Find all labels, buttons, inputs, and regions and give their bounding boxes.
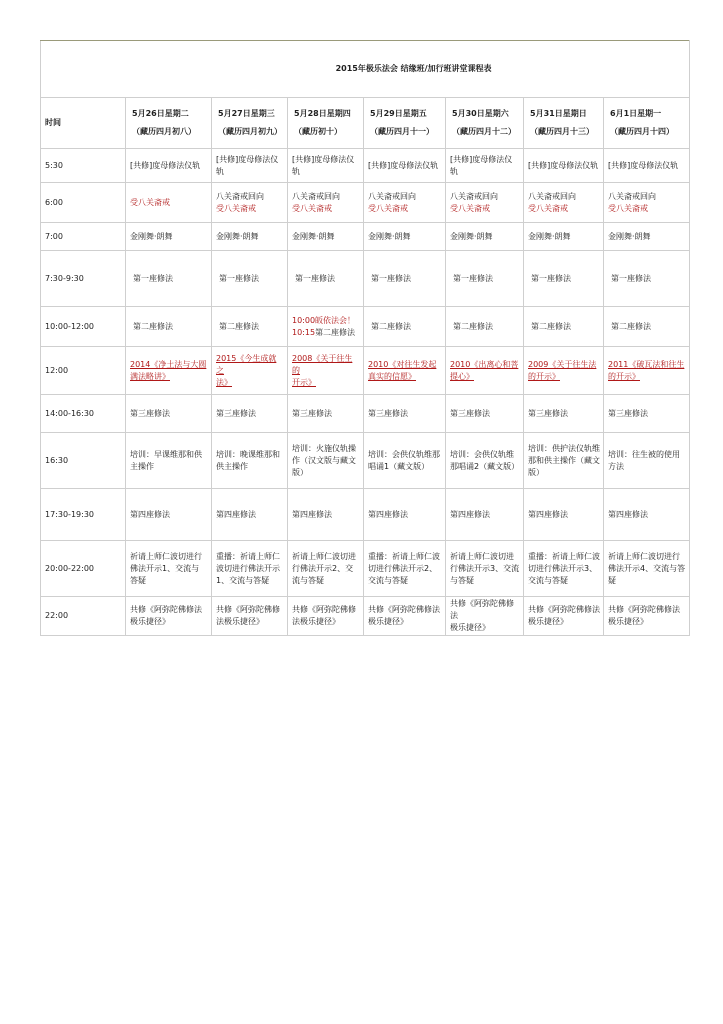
header-row bbox=[41, 98, 690, 149]
day-header bbox=[604, 98, 690, 149]
schedule-cell bbox=[364, 251, 446, 307]
cell-line: 第一座修法 bbox=[219, 273, 259, 283]
schedule-cell bbox=[524, 489, 604, 541]
cell-line: 第一座修法 bbox=[371, 273, 411, 283]
lecture-link[interactable]: 开示》 bbox=[292, 377, 316, 387]
schedule-cell bbox=[524, 541, 604, 597]
day-lunar: （藏历四月十四） bbox=[610, 127, 674, 136]
cell-line: 供主操作 bbox=[216, 461, 248, 471]
cell-line: 共修《阿弥陀佛修 bbox=[292, 605, 356, 614]
schedule-cell bbox=[288, 433, 364, 489]
schedule-cell bbox=[212, 251, 288, 307]
schedule-row bbox=[41, 395, 690, 433]
day-date: 5月26日星期二 bbox=[132, 109, 189, 118]
cell-line: 第四座修法 bbox=[608, 509, 648, 519]
cell-line: [共修]度母修法仪 bbox=[292, 154, 355, 164]
cell-line: 作（汉文版与藏文 bbox=[292, 455, 356, 465]
lecture-link[interactable]: 满法略讲》 bbox=[130, 371, 170, 381]
cell-line: 1、交流与答疑 bbox=[216, 575, 270, 585]
cell-line: 金刚舞·朗舞 bbox=[292, 231, 335, 241]
schedule-cell bbox=[604, 307, 690, 347]
cell-line: 第二座修法 bbox=[219, 321, 259, 331]
schedule-cell bbox=[126, 597, 212, 636]
cell-line: 金刚舞·朗舞 bbox=[216, 231, 259, 241]
time-slot: 20:00-22:00 bbox=[41, 541, 126, 597]
cell-line: 极乐捷径》 bbox=[368, 617, 408, 626]
cell-line: 方法 bbox=[608, 461, 624, 471]
schedule-cell bbox=[288, 223, 364, 251]
schedule-cell bbox=[364, 183, 446, 223]
cell-line: 第四座修法 bbox=[292, 509, 332, 519]
cell-line: 培训：会供仪轨维那 bbox=[368, 449, 440, 459]
schedule-cell bbox=[446, 433, 524, 489]
cell-line: 金刚舞·朗舞 bbox=[608, 231, 651, 241]
schedule-cell bbox=[288, 149, 364, 183]
cell-line: 极乐捷径》 bbox=[608, 617, 648, 626]
cell-line: 八关斋戒回向 bbox=[528, 191, 576, 201]
schedule-cell bbox=[126, 489, 212, 541]
schedule-cell bbox=[364, 489, 446, 541]
cell-line: 波切进行佛法开示 bbox=[216, 563, 280, 573]
schedule-cell bbox=[524, 149, 604, 183]
cell-line: 培训：火施仪轨操 bbox=[292, 443, 356, 453]
cell-line: 第三座修法 bbox=[608, 408, 648, 418]
cell-line: 版） bbox=[292, 467, 308, 477]
time-slot: 14:00-16:30 bbox=[41, 395, 126, 433]
schedule-row bbox=[41, 489, 690, 541]
schedule-cell bbox=[364, 395, 446, 433]
schedule-cell bbox=[446, 223, 524, 251]
cell-line: 第四座修法 bbox=[450, 509, 490, 519]
schedule-cell bbox=[126, 183, 212, 223]
cell-line: 第三座修法 bbox=[450, 408, 490, 418]
schedule-cell bbox=[212, 307, 288, 347]
schedule-row bbox=[41, 347, 690, 395]
cell-line: 八关斋戒回向 bbox=[216, 191, 264, 201]
cell-line: 共修《阿弥陀佛修法 bbox=[368, 605, 440, 614]
day-header bbox=[126, 98, 212, 149]
cell-line: 版） bbox=[528, 467, 544, 477]
cell-line: 重播：祈请上师仁波 bbox=[528, 551, 600, 561]
day-header bbox=[364, 98, 446, 149]
cell-line: 10:00皈依法会！ bbox=[292, 315, 356, 325]
schedule-cell bbox=[288, 541, 364, 597]
schedule-row bbox=[41, 251, 690, 307]
schedule-cell bbox=[126, 251, 212, 307]
time-slot: 7:30-9:30 bbox=[41, 251, 126, 307]
cell-line: 切进行佛法开示3、 bbox=[528, 563, 598, 573]
day-header bbox=[524, 98, 604, 149]
schedule-cell bbox=[212, 395, 288, 433]
schedule-row bbox=[41, 223, 690, 251]
schedule-cell bbox=[364, 223, 446, 251]
cell-line: 培训：早课维那和供 bbox=[130, 449, 202, 459]
cell-line: 八关斋戒回向 bbox=[368, 191, 416, 201]
schedule-cell bbox=[212, 183, 288, 223]
cell-line: 交流与答疑 bbox=[368, 575, 408, 585]
schedule-cell bbox=[524, 223, 604, 251]
cell-line: 受八关斋戒 bbox=[368, 203, 408, 213]
time-slot: 17:30-19:30 bbox=[41, 489, 126, 541]
cell-line: 那唱诵2（藏文版） bbox=[450, 461, 520, 471]
schedule-cell bbox=[524, 307, 604, 347]
title-row bbox=[41, 41, 690, 98]
lecture-link[interactable]: 2015《今生成就之 bbox=[216, 353, 277, 375]
cell-line: 八关斋戒回向 bbox=[292, 191, 340, 201]
cell-line: [共修]度母修法仪轨 bbox=[528, 160, 599, 170]
cell-line: 极乐捷径》 bbox=[450, 623, 490, 632]
schedule-cell bbox=[604, 183, 690, 223]
cell-line: 重播：祈请上师仁波 bbox=[368, 551, 440, 561]
cell-line: 受八关斋戒 bbox=[528, 203, 568, 213]
time-slot: 5:30 bbox=[41, 149, 126, 183]
schedule-cell bbox=[446, 251, 524, 307]
cell-line: 共修《阿弥陀佛修法 bbox=[450, 599, 514, 620]
schedule-cell bbox=[288, 489, 364, 541]
schedule-cell[interactable] bbox=[288, 347, 364, 395]
cell-line: 第一座修法 bbox=[531, 273, 571, 283]
cell-line: 流与答疑 bbox=[292, 575, 324, 585]
day-lunar: （藏历四月初八） bbox=[132, 127, 196, 136]
day-date: 5月30日星期六 bbox=[452, 109, 509, 118]
cell-line: 第三座修法 bbox=[528, 408, 568, 418]
day-lunar: （藏历四月十一） bbox=[370, 127, 434, 136]
cell-line: 行佛法开示2、交 bbox=[292, 563, 354, 573]
schedule-cell bbox=[524, 433, 604, 489]
schedule-cell bbox=[212, 541, 288, 597]
schedule-cell bbox=[446, 307, 524, 347]
schedule-row bbox=[41, 307, 690, 347]
schedule-cell bbox=[126, 433, 212, 489]
schedule-cell bbox=[604, 149, 690, 183]
cell-line: 第三座修法 bbox=[216, 408, 256, 418]
cell-line: 极乐捷径》 bbox=[130, 617, 170, 626]
schedule-cell bbox=[446, 541, 524, 597]
cell-line: 唱诵1（藏文版） bbox=[368, 461, 430, 471]
cell-line: 八关斋戒回向 bbox=[608, 191, 656, 201]
time-slot: 16:30 bbox=[41, 433, 126, 489]
schedule-cell[interactable] bbox=[126, 347, 212, 395]
cell-line: 第一座修法 bbox=[611, 273, 651, 283]
lecture-link[interactable]: 2011《破瓦法和往生 bbox=[608, 359, 685, 369]
schedule-cell bbox=[364, 149, 446, 183]
schedule-cell bbox=[446, 149, 524, 183]
cell-line: 佛法开示4、交流与答 bbox=[608, 563, 686, 573]
schedule-cell bbox=[604, 541, 690, 597]
cell-line: 培训：会供仪轨维 bbox=[450, 449, 514, 459]
cell-line: 共修《阿弥陀佛修 bbox=[216, 605, 280, 614]
cell-line: 第二座修法 bbox=[611, 321, 651, 331]
schedule-row bbox=[41, 597, 690, 636]
cell-line: 第二座修法 bbox=[453, 321, 493, 331]
cell-line: 金刚舞·朗舞 bbox=[450, 231, 493, 241]
time-slot: 7:00 bbox=[41, 223, 126, 251]
schedule-row bbox=[41, 149, 690, 183]
schedule-cell bbox=[288, 251, 364, 307]
schedule-cell[interactable] bbox=[446, 347, 524, 395]
cell-line: 共修《阿弥陀佛修法 bbox=[608, 605, 680, 614]
schedule-table bbox=[40, 40, 690, 636]
schedule-cell bbox=[604, 597, 690, 636]
lecture-link[interactable]: 的开示》 bbox=[608, 371, 640, 381]
cell-line: 主操作 bbox=[130, 461, 154, 471]
schedule-cell bbox=[604, 489, 690, 541]
day-date: 5月28日星期四 bbox=[294, 109, 351, 118]
schedule-cell[interactable] bbox=[212, 347, 288, 395]
schedule-cell bbox=[212, 489, 288, 541]
day-date: 5月29日星期五 bbox=[370, 109, 427, 118]
cell-line: 共修《阿弥陀佛修法 bbox=[130, 605, 202, 614]
time-slot: 22:00 bbox=[41, 597, 126, 636]
cell-line: 培训：晚课维那和 bbox=[216, 449, 280, 459]
cell-line: 第三座修法 bbox=[130, 408, 170, 418]
time-slot: 10:00-12:00 bbox=[41, 307, 126, 347]
time-prefix: 10:15 bbox=[292, 327, 316, 337]
schedule-row bbox=[41, 541, 690, 597]
day-header bbox=[288, 98, 364, 149]
schedule-cell[interactable] bbox=[364, 347, 446, 395]
cell-line: 第四座修法 bbox=[528, 509, 568, 519]
schedule-cell bbox=[288, 307, 364, 347]
cell-line: 第一座修法 bbox=[133, 273, 173, 283]
cell-line: 受八关斋戒 bbox=[450, 203, 490, 213]
day-date: 5月27日星期三 bbox=[218, 109, 275, 118]
schedule-cell bbox=[446, 395, 524, 433]
day-lunar: （藏历四月十三） bbox=[530, 127, 594, 136]
lecture-link[interactable]: 2010《出离心和菩 bbox=[450, 359, 519, 369]
cell-line: 金刚舞·朗舞 bbox=[130, 231, 173, 241]
lecture-link[interactable]: 2009《关于往生法 bbox=[528, 359, 597, 369]
schedule-cell bbox=[212, 223, 288, 251]
cell-line: 轨 bbox=[216, 166, 224, 176]
cell-line: 10:15第二座修法 bbox=[292, 327, 356, 337]
cell-line: 祈请上师仁波切进行 bbox=[130, 551, 202, 561]
schedule-cell bbox=[524, 395, 604, 433]
schedule-cell bbox=[604, 251, 690, 307]
cell-line: [共修]度母修法仪轨 bbox=[608, 160, 679, 170]
schedule-row bbox=[41, 433, 690, 489]
cell-line: 培训：供护法仪轨维 bbox=[528, 443, 600, 453]
schedule-cell bbox=[604, 395, 690, 433]
time-slot: 12:00 bbox=[41, 347, 126, 395]
cell-line: [共修]度母修法仪轨 bbox=[368, 160, 439, 170]
cell-line: 佛法开示1、交流与 bbox=[130, 563, 200, 573]
schedule-cell bbox=[446, 597, 524, 636]
schedule-cell bbox=[604, 433, 690, 489]
cell-line: 培训：往生被的使用 bbox=[608, 449, 680, 459]
page-title: 2015年极乐法会 结缘班/加行班讲堂课程表 bbox=[41, 41, 690, 98]
cell-line: [共修]度母修法仪 bbox=[216, 154, 279, 164]
cell-line: 第二座修法 bbox=[531, 321, 571, 331]
lecture-link[interactable]: 2008《关于往生的 bbox=[292, 353, 353, 375]
cell-line: 重播：祈请上师仁 bbox=[216, 551, 280, 561]
cell-line: 共修《阿弥陀佛修法 bbox=[528, 605, 600, 614]
cell-line: 第四座修法 bbox=[216, 509, 256, 519]
cell-line: 轨 bbox=[292, 166, 300, 176]
day-date: 5月31日星期日 bbox=[530, 109, 587, 118]
cell-line: 受八关斋戒 bbox=[130, 197, 170, 207]
cell-line: 受八关斋戒 bbox=[608, 203, 648, 213]
day-header bbox=[212, 98, 288, 149]
cell-line: 祈请上师仁波切进 bbox=[292, 551, 356, 561]
cell-line: 八关斋戒回向 bbox=[450, 191, 498, 201]
day-lunar: （藏历四月十二） bbox=[452, 127, 516, 136]
cell-line: 第一座修法 bbox=[295, 273, 335, 283]
cell-line: 第四座修法 bbox=[130, 509, 170, 519]
cell-line: 那和供主操作（藏文 bbox=[528, 455, 600, 465]
cell-line: 受八关斋戒 bbox=[216, 203, 256, 213]
cell-line: 第二座修法 bbox=[371, 321, 411, 331]
lecture-link[interactable]: 的开示》 bbox=[528, 371, 560, 381]
cell-line: 切进行佛法开示2、 bbox=[368, 563, 438, 573]
schedule-cell bbox=[524, 183, 604, 223]
schedule-cell bbox=[126, 223, 212, 251]
schedule-cell bbox=[126, 395, 212, 433]
lecture-link[interactable]: 法》 bbox=[216, 377, 232, 387]
cell-line: 祈请上师仁波切进 bbox=[450, 551, 514, 561]
lecture-link[interactable]: 提心》 bbox=[450, 371, 474, 381]
schedule-sheet bbox=[40, 40, 689, 636]
schedule-cell bbox=[126, 541, 212, 597]
day-lunar: （藏历四月初九） bbox=[218, 127, 282, 136]
cell-line: 交流与答疑 bbox=[528, 575, 568, 585]
cell-line: 祈请上师仁波切进行 bbox=[608, 551, 680, 561]
cell-line: [共修]度母修法仪轨 bbox=[130, 160, 201, 170]
schedule-cell bbox=[446, 489, 524, 541]
cell-line: 行佛法开示3、交流 bbox=[450, 563, 520, 573]
cell-line: 第三座修法 bbox=[368, 408, 408, 418]
schedule-cell bbox=[364, 597, 446, 636]
schedule-cell bbox=[288, 395, 364, 433]
lecture-link[interactable]: 2010《对往生发起 bbox=[368, 359, 437, 369]
schedule-cell bbox=[126, 149, 212, 183]
time-slot: 6:00 bbox=[41, 183, 126, 223]
cell-line: 第一座修法 bbox=[453, 273, 493, 283]
cell-line: 第二座修法 bbox=[133, 321, 173, 331]
cell-line: 金刚舞·朗舞 bbox=[368, 231, 411, 241]
schedule-cell bbox=[364, 307, 446, 347]
schedule-cell bbox=[524, 251, 604, 307]
day-date: 6月1日星期一 bbox=[610, 109, 662, 118]
cell-line: 受八关斋戒 bbox=[292, 203, 332, 213]
schedule-cell bbox=[604, 223, 690, 251]
schedule-cell bbox=[446, 183, 524, 223]
cell-line: 答疑 bbox=[130, 575, 146, 585]
lecture-link[interactable]: 2014《净土法与大圆 bbox=[130, 359, 207, 369]
time-header: 时间 bbox=[41, 98, 126, 149]
schedule-cell bbox=[212, 597, 288, 636]
schedule-cell bbox=[524, 597, 604, 636]
schedule-cell[interactable] bbox=[524, 347, 604, 395]
cell-line: 第四座修法 bbox=[368, 509, 408, 519]
schedule-cell bbox=[364, 541, 446, 597]
schedule-row bbox=[41, 183, 690, 223]
day-lunar: （藏历初十） bbox=[294, 127, 342, 136]
cell-line: 法极乐捷径》 bbox=[216, 617, 264, 626]
cell-line: [共修]度母修法仪轨 bbox=[450, 154, 513, 176]
cell-line: 金刚舞·朗舞 bbox=[528, 231, 571, 241]
schedule-cell bbox=[212, 149, 288, 183]
cell-line: 与答疑 bbox=[450, 575, 474, 585]
schedule-cell bbox=[288, 183, 364, 223]
schedule-cell bbox=[126, 307, 212, 347]
cell-line: 法极乐捷径》 bbox=[292, 617, 340, 626]
lecture-link[interactable]: 真实的信愿》 bbox=[368, 371, 416, 381]
cell-line: 极乐捷径》 bbox=[528, 617, 568, 626]
cell-line: 第三座修法 bbox=[292, 408, 332, 418]
day-header bbox=[446, 98, 524, 149]
schedule-cell[interactable] bbox=[604, 347, 690, 395]
schedule-cell bbox=[288, 597, 364, 636]
schedule-cell bbox=[212, 433, 288, 489]
cell-line: 疑 bbox=[608, 575, 616, 585]
schedule-cell bbox=[364, 433, 446, 489]
